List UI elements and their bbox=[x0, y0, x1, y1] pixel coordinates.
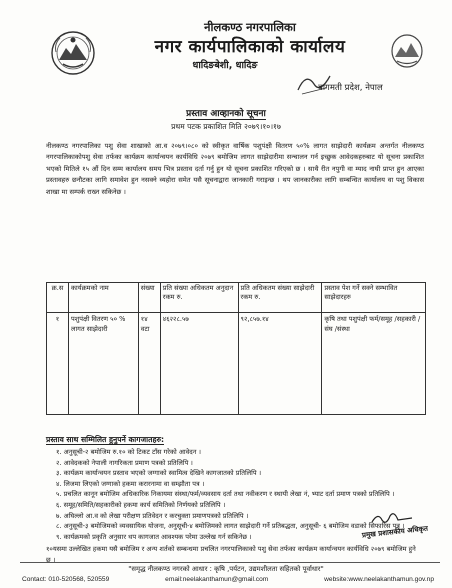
list-item: ९. कार्यक्रमको प्रकृति अनुसार थप कागजात आवश्यक परेमा उल्लेख गर्न सकिनेछ । bbox=[56, 532, 252, 541]
col-header-count: संख्या bbox=[138, 283, 160, 313]
list-item: ८. अनुसूची-३ बमोजिमको व्यवसायिक योजना, अनुसूची-४ बमोजिमको लागत साझेदारी गर्ने प्रतिबद्धता, अनुसूची- ६ बमोजिम वडाको सिफारिस पत्र । bbox=[56, 522, 405, 531]
footer-motto: "समृद्ध नीलकण्ठ नगरको आधार : कृषि ,पर्यटन, उद्यमशीलता सहितको पूर्वाधार" bbox=[128, 565, 324, 573]
cell-share: ९२,८५७.१४ bbox=[238, 313, 322, 415]
cell-program: पशुपंक्षी वितरण ५० % लागत साझेदारी bbox=[68, 313, 138, 415]
footer-website: website:www.neelakanthamun.gov.np bbox=[324, 576, 434, 583]
program-table bbox=[46, 282, 426, 415]
footer-email: email:neelakanthamun@gmail.com bbox=[165, 576, 269, 583]
col-header-program: कार्यक्रमको नाम bbox=[68, 283, 138, 313]
documents-list bbox=[56, 447, 424, 542]
signatory-title: प्रमुख प्रशासकीय अधिकृत bbox=[361, 524, 429, 540]
list-item: ३. कार्यक्रम कार्यान्वयन प्रस्ताव भएको जग्गाको स्वामित्व देखिने कागजातको प्रतिलिपि । bbox=[56, 469, 262, 478]
published-date: प्रथम पटक प्रकाशित मिति २०७९।१०।१७ bbox=[171, 122, 281, 131]
list-item: ६. समूह/समिति/सहकारीको हकमा कार्य समितिको निर्णयको प्रतिलिपि । bbox=[56, 500, 226, 509]
cell-partners: कृषि तथा पशुपंक्षी फर्म/समूह /सहकारी /संघ /संस्था bbox=[322, 313, 426, 415]
notice-body: नीलकण्ठ नगरपालिका पशु सेवा शाखाको आ.व २०७९।०८० को स्वीकृत वार्षिक पशुपंक्षी वितरण ५०% लागत साझेदारी कार्यक्रम अन्तर्गत नीलकण्ठ नगरपालिकाकोपशु सेवा तर्फका कार्यक्रम कार्यान्वयन कार्यविधि २०७९ बमोजिम लागत साझेदारीमा सन्चालन गर्न इच्छुक आवेदकहरुबाट यो सूचना प्रकाशित भएको मितिले १५ औं दिन सम्म कार्यालय समय भित्र प्रस्ताव दर्ता गर्नु हुन यो सूचना प्रकाशित गरिएको छ । साथै रीत नपुगी वा म्याद नाघी प्राप्त हुन आएका प्रस्तावहरु छनौटका लागि समावेश हुन नसक्ने व्यहोरा समेत यसै सूचनाद्वारा जानकारी गराइन्छ । थप जानकारीका लागि सम्बन्धित कार्यालय वा पशु विकास शाखा मा सम्पर्क राख्न सकिनेछ । bbox=[46, 142, 424, 196]
cell-grant: ४६२२८.५७ bbox=[160, 313, 238, 415]
list-item: ४. लिजमा लिएको जग्गाको हकमा करारनामा वा सम्झौता पत्र । bbox=[56, 479, 205, 488]
list-item: २. आवेदकको नेपाली नागरिकता प्रमाण पत्रको प्रतिलिपि । bbox=[56, 458, 193, 467]
nepal-emblem-icon bbox=[50, 30, 96, 76]
documents-title: प्रस्ताव साथ सम्मिलित हुनुपर्ने कागजातहरु: bbox=[46, 435, 165, 444]
footer-phone: Contact: 010-520568, 520559 bbox=[22, 576, 110, 583]
col-header-share: प्रति अधिकतम संख्या साझेदारी रकम रु. bbox=[238, 283, 322, 313]
list-item: ५. प्रचलित कानून बमोजिम अधिकारिक निकायमा संस्था/फर्म/व्यवसाय दर्ता तथा नवीकरण र स्थायी लेखा नं, भ्याट दर्ता प्रमाण पत्रको प्रतिलिपि । bbox=[56, 490, 395, 499]
signature-icon bbox=[370, 510, 414, 528]
table-row bbox=[47, 313, 426, 415]
office-name: नगर कार्यपालिकाको कार्यालय bbox=[154, 37, 346, 57]
notice-title: प्रस्ताव आव्हानको सूचना bbox=[186, 109, 266, 119]
footer-contact-bar bbox=[22, 576, 434, 583]
col-header-grant: प्रति संख्या अधिकतम अनुदान रकम रु. bbox=[160, 283, 238, 313]
municipality-name: नीलकण्ठ नगरपालिका bbox=[204, 20, 296, 34]
province-label: बागमती प्रदेश, नेपाल bbox=[318, 83, 383, 93]
list-item: १. अनुसूची-२ बमोजिम रु.१० को टिकट टाँस गरेको आवेदन । bbox=[56, 448, 202, 456]
cell-sn: १ bbox=[47, 313, 69, 415]
cell-count: १४ वटा bbox=[138, 313, 160, 415]
col-header-sn: क्र.स bbox=[47, 283, 69, 313]
closing-text: १०यसमा उल्लेखित हकमा यसै बमोजिम र अन्य शर्तको सम्बन्धमा प्रचलित नगरपालिकाको पशु सेवा तर्फका कार्यक्रम कार्यान्वयन कार्यविधि २०७९ बमोजिम हुने छ । bbox=[46, 545, 416, 564]
list-item: ७. अघिल्लो आ.व को लेखा परीक्षण प्रतिवेदन र करचुक्ता प्रमाणपत्रको प्रतिलिपि । bbox=[56, 511, 249, 520]
table-header-row bbox=[47, 283, 426, 313]
footer-divider bbox=[20, 562, 440, 563]
col-header-partners: प्रस्ताव पेश गर्ने सक्ने सम्भावित साझेदारहरु bbox=[322, 283, 426, 313]
office-location: धादिङबेशी, धादिङ bbox=[192, 60, 258, 71]
